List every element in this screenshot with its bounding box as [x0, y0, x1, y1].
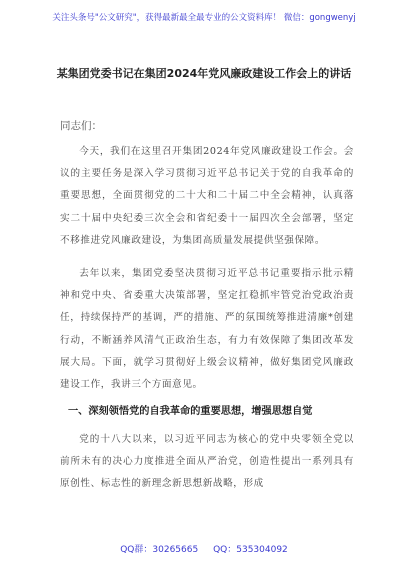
qq-number: QQ：535304092: [213, 545, 288, 555]
paragraph-2: 去年以来，集团党委坚决贯彻习近平总书记重要指示批示精神和党中央、省委重大决策部署，坚定扛稳抓牢管党治党政治责任，持续保持严的基调，严的措施、严的氛围统筹推进清廉*创建行动，不断涵养风清气正政治生态，有力有效保障了集团改革发展大局。下面，就学习贯彻好上级会议精神，做好集团党风廉政建设工作，我讲三个方面意见。: [60, 268, 354, 391]
document-title: 某集团党委书记在集团2024年党风廉政建设工作会上的讲话: [56, 67, 352, 80]
section-heading: 一、深刻领悟党的自我革命的重要思想，增强思想自觉: [68, 406, 313, 417]
qq-group: QQ群：30265665: [120, 545, 199, 555]
footer-contact: [0, 544, 408, 556]
promo-banner: 关注头条号"公文研究"，获得最新最全最专业的公文资料库！ 微信：gongwenyj: [52, 13, 356, 23]
salutation: 同志们：: [60, 120, 102, 132]
paragraph-3: 党的十八大以来，以习近平同志为核心的党中央零领全党以前所未有的决心力度推进全面从严治党，创造性提出一系列具有原创性、标志性的新理念新思想新战略，形成: [60, 434, 354, 490]
paragraph-1: 今天，我们在这里召开集团2024年党风廉政建设工作会。会议的主要任务是深入学习贯彻习近平总书记关于党的自我革命的重要思想，全面贯彻党的二十大和二十届二中全会精神，认真落实二十届中央纪委三次全会和省纪委十一届四次全会部署，坚定不移推进党风廉政建设，为集团高质量发展提供坚强保障。: [60, 146, 354, 246]
